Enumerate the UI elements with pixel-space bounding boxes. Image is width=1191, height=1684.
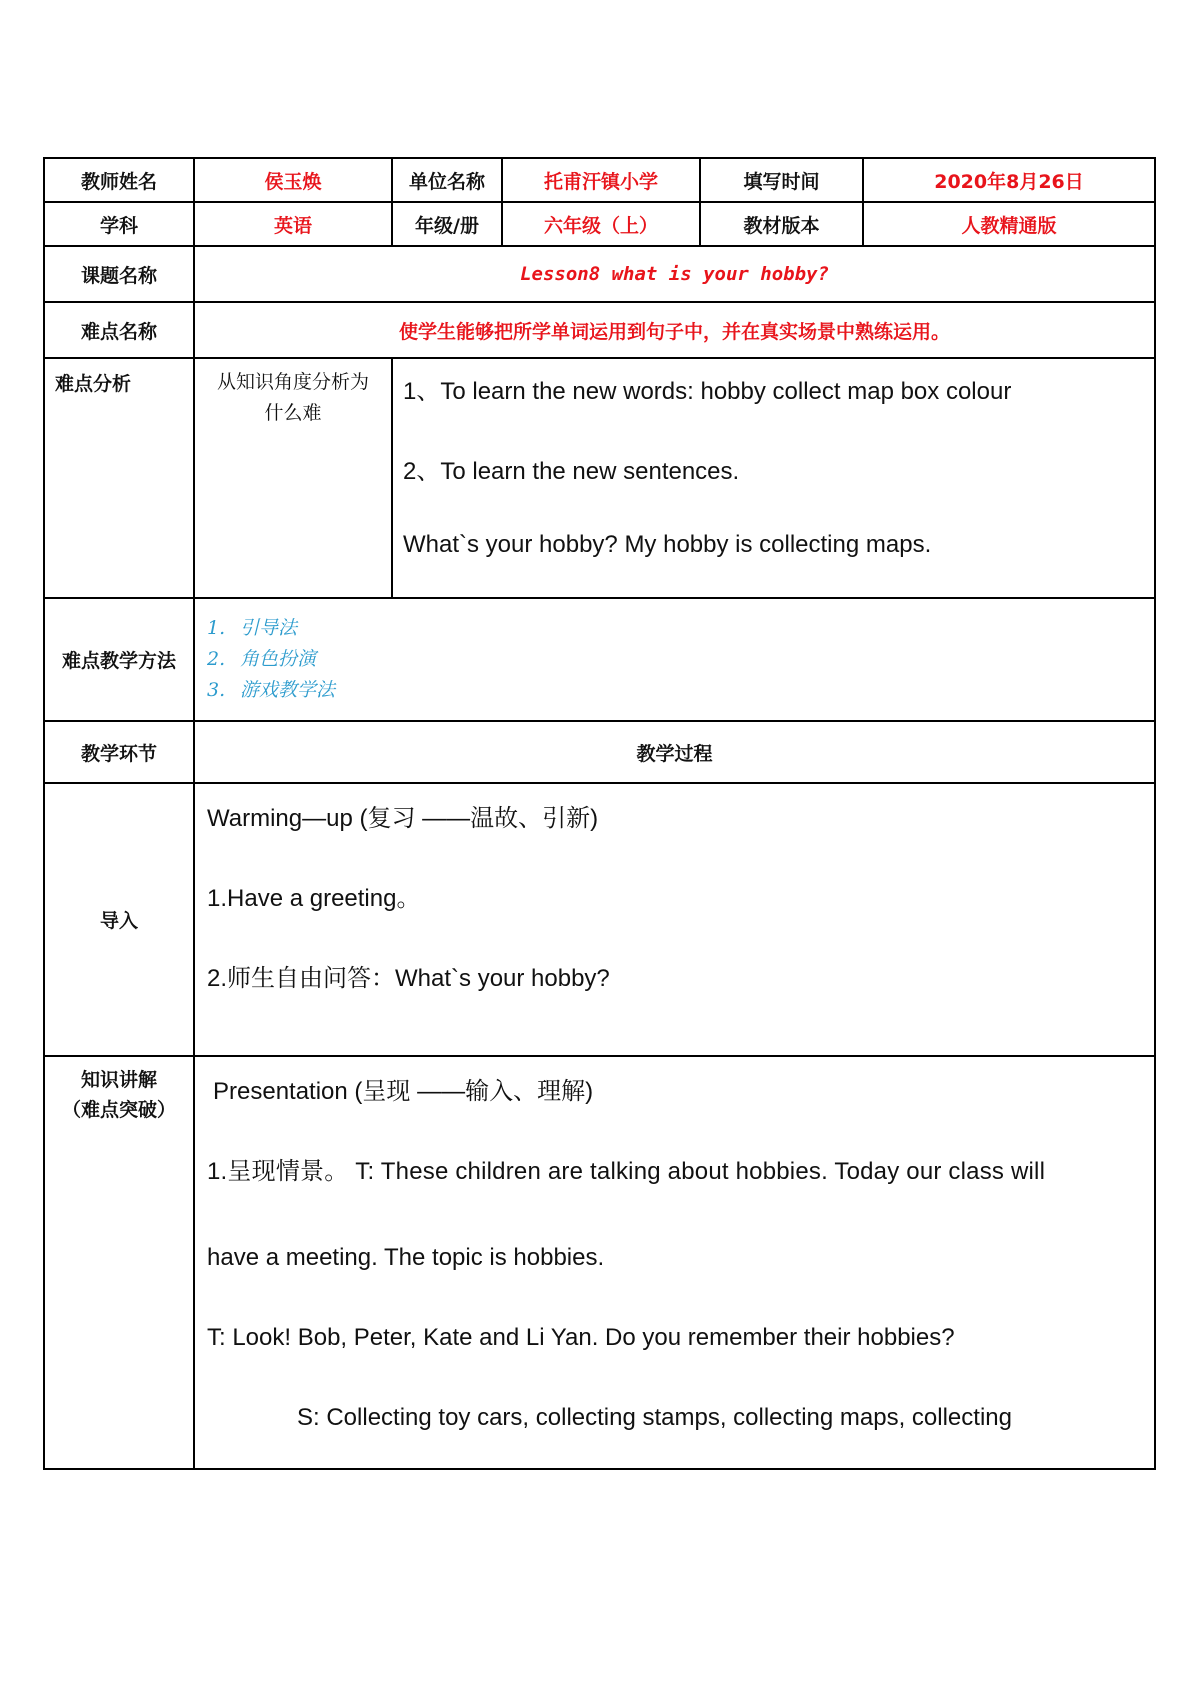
knowledge-label: [44, 1056, 194, 1469]
methods-label: 难点教学方法: [44, 598, 194, 721]
analysis-row: [44, 358, 1155, 598]
lesson-plan-table: [43, 157, 1156, 1470]
header-row-1: [44, 158, 1155, 202]
analysis-label: 难点分析: [44, 358, 194, 598]
knowledge-content: [194, 1056, 1155, 1469]
knowledge-line-4: T: Look! Bob, Peter, Kate and Li Yan. Do you remember their hobbies?: [207, 1324, 955, 1351]
knowledge-row: [44, 1056, 1155, 1469]
difficulty-label: 难点名称: [44, 302, 194, 358]
knowledge-label-line-2: （难点突破）: [61, 1099, 176, 1121]
methods-list: [194, 598, 1155, 721]
difficulty-row: [44, 302, 1155, 358]
textbook-value: 人教精通版: [863, 202, 1155, 246]
subject-value: 英语: [194, 202, 392, 246]
intro-content: [194, 783, 1155, 1056]
intro-line-1: Warming—up (复习 ——温故、引新): [207, 805, 599, 832]
topic-label: 课题名称: [44, 246, 194, 302]
analysis-sub-label: 从知识角度分析为什么难: [194, 358, 392, 598]
method-item: 2. 角色扮演: [207, 648, 317, 670]
knowledge-line-1: Presentation (呈现 ——输入、理解): [213, 1078, 594, 1105]
unit-name-label: 单位名称: [392, 158, 502, 202]
unit-name-value: 托甫汗镇小学: [502, 158, 700, 202]
grade-label: 年级/册: [392, 202, 502, 246]
analysis-line-2: 2、To learn the new sentences.: [403, 458, 740, 485]
lesson-plan-document: [43, 157, 1154, 1470]
analysis-content: [392, 358, 1155, 598]
difficulty-value: 使学生能够把所学单词运用到句子中，并在真实场景中熟练运用。: [194, 302, 1155, 358]
analysis-line-3: What`s your hobby? My hobby is collecting maps.: [403, 531, 932, 558]
teaching-stage-label: 教学环节: [44, 721, 194, 783]
knowledge-line-2: 1.呈现情景。 T: These children are talking about hobbies. Today our class will: [207, 1158, 1046, 1185]
topic-row: [44, 246, 1155, 302]
teaching-process-label: 教学过程: [194, 721, 1155, 783]
fill-date-label: 填写时间: [700, 158, 863, 202]
knowledge-line-5: S: Collecting toy cars, collecting stamps, collecting maps, collecting: [297, 1404, 1012, 1431]
methods-row: [44, 598, 1155, 721]
header-row-2: [44, 202, 1155, 246]
textbook-label: 教材版本: [700, 202, 863, 246]
teacher-name-label: 教师姓名: [44, 158, 194, 202]
intro-line-3: 2.师生自由问答：What`s your hobby?: [207, 965, 610, 992]
method-item: 1. 引导法: [207, 617, 298, 639]
grade-value: 六年级（上）: [502, 202, 700, 246]
analysis-line-1: 1、To learn the new words: hobby collect map box colour: [403, 378, 1012, 405]
knowledge-line-3: have a meeting. The topic is hobbies.: [207, 1244, 605, 1271]
intro-line-2: 1.Have a greeting。: [207, 885, 421, 912]
teacher-name-value: 侯玉焕: [194, 158, 392, 202]
intro-row: [44, 783, 1155, 1056]
method-item: 3. 游戏教学法: [207, 679, 336, 701]
process-header-row: [44, 721, 1155, 783]
fill-date-value: 2020年8月26日: [863, 158, 1155, 202]
intro-label: 导入: [44, 783, 194, 1056]
topic-value: Lesson8 what is your hobby?: [194, 246, 1155, 302]
knowledge-label-line-1: 知识讲解: [80, 1069, 157, 1091]
subject-label: 学科: [44, 202, 194, 246]
